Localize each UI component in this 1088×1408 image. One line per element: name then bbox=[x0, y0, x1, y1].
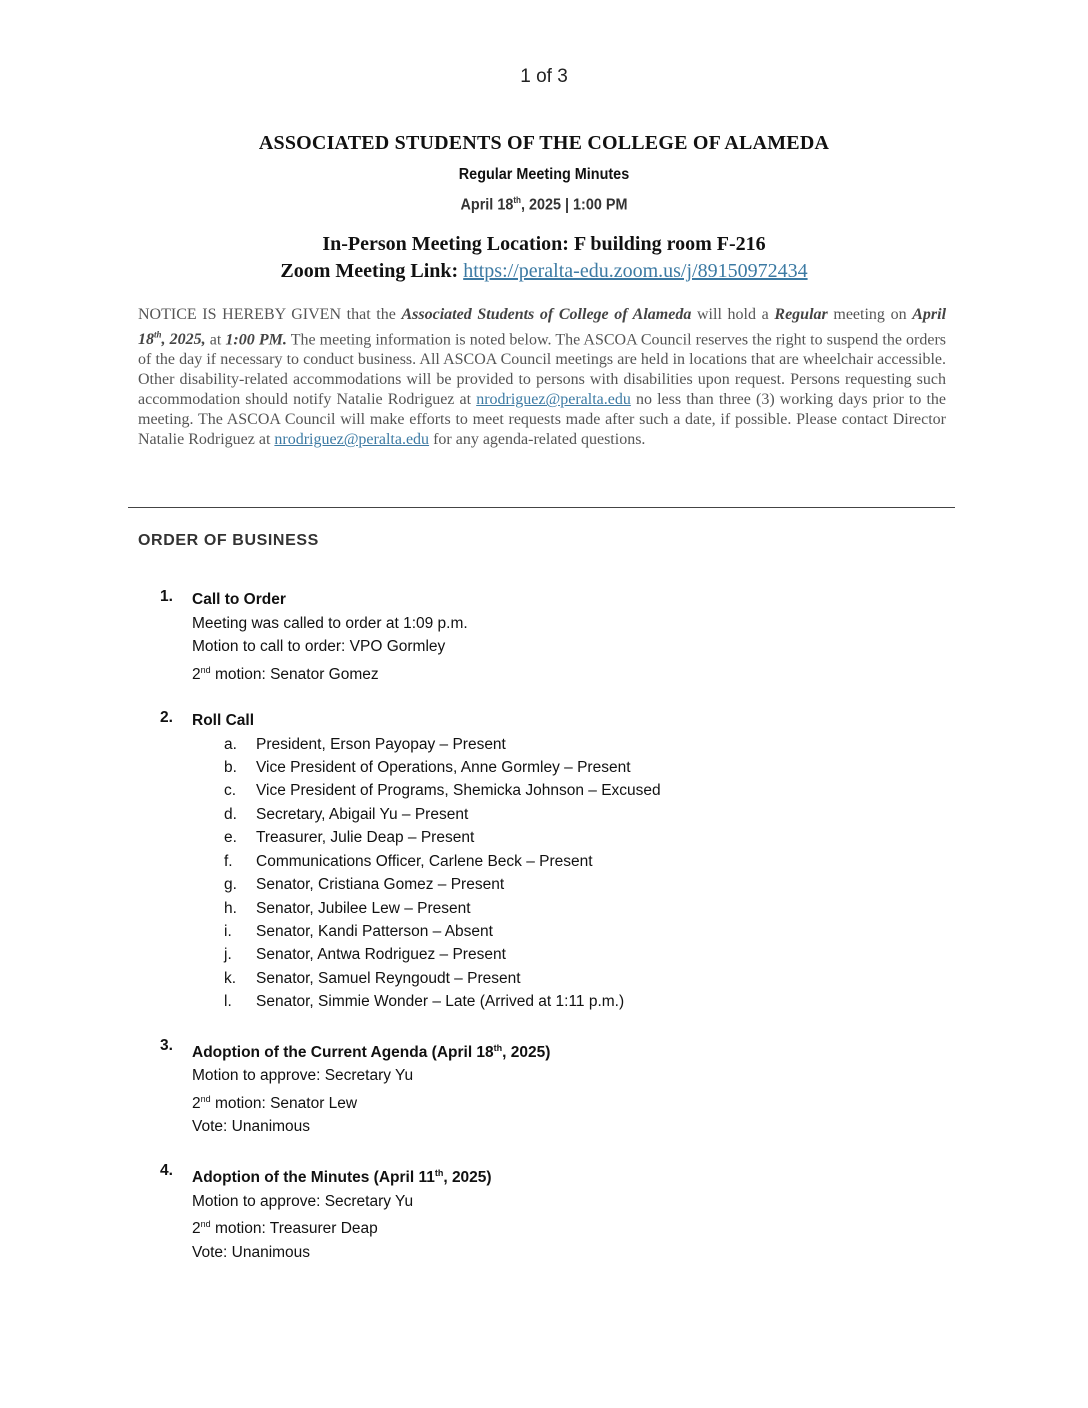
entry-text: Senator, Jubilee Lew – Present bbox=[256, 899, 471, 917]
zoom-link-row bbox=[0, 260, 1088, 283]
title-sup: th bbox=[493, 1042, 503, 1053]
roll-call-entry bbox=[0, 733, 1088, 756]
zoom-link[interactable]: https://peralta-edu.zoom.us/j/89150972434 bbox=[463, 260, 808, 282]
entry-text: Vice President of Programs, Shemicka Johnson – Excused bbox=[256, 782, 661, 800]
title-text: Adoption of the Current Agenda (April 18 bbox=[192, 1043, 494, 1061]
item-title: Call to Order bbox=[192, 591, 286, 608]
title-sup: th bbox=[434, 1167, 444, 1178]
entry-text: Vice President of Operations, Anne Gormley – Present bbox=[256, 759, 631, 777]
item-line: Vote: Unanimous bbox=[192, 1243, 311, 1261]
email-link[interactable]: nrodriguez@peralta.edu bbox=[476, 391, 631, 409]
entry-text: Secretary, Abigail Yu – Present bbox=[256, 805, 469, 823]
entry-text: Treasurer, Julie Deap – Present bbox=[256, 829, 475, 847]
entry-letter: c. bbox=[224, 782, 237, 800]
ordinal: 2 bbox=[192, 665, 201, 683]
entry-text: Senator, Simmie Wonder – Late (Arrived at 1:11 p.m.) bbox=[256, 993, 625, 1011]
ordinal-sup: nd bbox=[200, 664, 211, 675]
agenda-item-adoption-agenda bbox=[0, 1037, 1088, 1139]
meeting-date-post: , 2025 | 1:00 PM bbox=[520, 196, 628, 214]
item-line: Vote: Unanimous bbox=[192, 1118, 311, 1136]
entry-letter: k. bbox=[224, 969, 237, 987]
roll-call-entry bbox=[0, 756, 1088, 779]
zoom-link-label: Zoom Meeting Link: bbox=[280, 260, 459, 282]
title-text: , 2025) bbox=[443, 1169, 492, 1186]
entry-letter: j. bbox=[224, 946, 232, 964]
ordinal: 2 bbox=[192, 1094, 201, 1112]
roll-call-entry bbox=[0, 967, 1088, 990]
item-number: 1. bbox=[160, 588, 173, 605]
entry-letter: b. bbox=[224, 759, 237, 777]
meeting-date-pre: April 18 bbox=[460, 196, 514, 214]
notice-time: 1:00 PM. bbox=[225, 331, 287, 349]
page-indicator: 1 of 3 bbox=[520, 66, 568, 87]
entry-text: President, Erson Payopay – Present bbox=[256, 735, 506, 753]
roll-call-entry bbox=[0, 826, 1088, 849]
meeting-location: In-Person Meeting Location: F building room F-216 bbox=[322, 233, 766, 255]
entry-text: Senator, Cristiana Gomez – Present bbox=[256, 876, 505, 894]
roll-call-entry bbox=[0, 873, 1088, 896]
notice-paragraph bbox=[138, 305, 946, 450]
notice-text: will hold a bbox=[691, 306, 775, 323]
item-line: Motion to call to order: VPO Gormley bbox=[192, 638, 446, 655]
notice-date-post: , 2025, bbox=[161, 331, 206, 349]
title-text: Adoption of the Minutes (April 11 bbox=[192, 1169, 435, 1186]
notice-text: no less than three (3) working days prior to the meeting. The ASCOA Council will make efforts to meet requests made after such a date, if possible. Please contact Director Natalie Rodriguez at bbox=[138, 391, 947, 449]
entry-text: Senator, Antwa Rodriguez – Present bbox=[256, 946, 506, 964]
roll-call-entry bbox=[0, 990, 1088, 1013]
notice-org: Associated Students of College of Alameda bbox=[401, 306, 692, 323]
entry-text: Senator, Kandi Patterson – Absent bbox=[256, 922, 493, 940]
line-text: motion: Treasurer Deap bbox=[210, 1220, 378, 1238]
item-line: Meeting was called to order at 1:09 p.m. bbox=[192, 614, 468, 632]
line-text: motion: Senator Lew bbox=[210, 1094, 358, 1112]
notice-date-sup: th bbox=[154, 330, 162, 340]
line-text: motion: Senator Gomez bbox=[210, 665, 379, 683]
roll-call-entry bbox=[0, 897, 1088, 920]
notice-regular: Regular bbox=[774, 306, 828, 323]
notice-text: The meeting information is noted below. The ASCOA Council reserves the right to suspend the orders of the day if necessary to conduct business. All ASCOA Council meetings are held in locations that are wheelchair accessible. Other disability-related accommodations will be provided to persons with disabilities upon request. Persons requesting such accommodation should notify Natalie Rodriguez at bbox=[138, 331, 947, 409]
divider bbox=[128, 507, 955, 508]
item-number: 3. bbox=[160, 1036, 173, 1054]
order-of-business-list bbox=[0, 588, 1088, 1287]
item-number: 4. bbox=[160, 1161, 173, 1179]
entry-text: Communications Officer, Carlene Beck – Present bbox=[256, 852, 593, 870]
document-subtitle: Regular Meeting Minutes bbox=[458, 166, 630, 183]
notice-text: meeting on bbox=[827, 306, 913, 323]
notice-date: April 18 bbox=[138, 306, 947, 349]
roll-call-entry bbox=[0, 943, 1088, 966]
roll-call-entry bbox=[0, 779, 1088, 802]
entry-text: Senator, Samuel Reyngoudt – Present bbox=[256, 969, 521, 987]
item-title bbox=[192, 1037, 1088, 1065]
ordinal: 2 bbox=[192, 1220, 201, 1238]
item-line: Motion to approve: Secretary Yu bbox=[192, 1067, 414, 1085]
notice-text: NOTICE IS HEREBY GIVEN that the bbox=[138, 306, 402, 323]
item-line bbox=[192, 1213, 1088, 1241]
meeting-date-sup: th bbox=[513, 195, 521, 205]
document-title: ASSOCIATED STUDENTS OF THE COLLEGE OF ALAMEDA bbox=[258, 132, 830, 154]
title-text: , 2025) bbox=[502, 1043, 551, 1061]
entry-letter: a. bbox=[224, 735, 237, 753]
entry-letter: e. bbox=[224, 829, 237, 847]
email-link[interactable]: nrodriguez@peralta.edu bbox=[274, 431, 430, 449]
agenda-item-adoption-minutes bbox=[0, 1162, 1088, 1264]
entry-letter: f. bbox=[224, 852, 233, 870]
item-line bbox=[192, 659, 1088, 687]
item-title: Roll Call bbox=[192, 712, 255, 730]
notice-text: for any agenda-related questions. bbox=[429, 431, 646, 449]
section-heading: ORDER OF BUSINESS bbox=[138, 532, 319, 549]
agenda-item-call-to-order bbox=[0, 588, 1088, 686]
entry-letter: l. bbox=[224, 993, 232, 1011]
item-title bbox=[192, 1162, 1088, 1190]
ordinal-sup: nd bbox=[200, 1219, 211, 1229]
ordinal-sup: nd bbox=[200, 1093, 211, 1104]
roll-call-entry bbox=[0, 920, 1088, 943]
meeting-date bbox=[54, 195, 1033, 214]
entry-letter: d. bbox=[224, 805, 237, 823]
notice-text: at bbox=[205, 331, 226, 349]
roll-call-entry bbox=[0, 850, 1088, 873]
item-number: 2. bbox=[160, 709, 173, 727]
item-line: Motion to approve: Secretary Yu bbox=[192, 1192, 414, 1210]
agenda-item-roll-call bbox=[0, 709, 1088, 1013]
entry-letter: i. bbox=[224, 922, 232, 940]
item-line bbox=[192, 1088, 1088, 1116]
roll-call-list bbox=[0, 733, 1088, 1014]
roll-call-entry bbox=[0, 803, 1088, 826]
entry-letter: h. bbox=[224, 899, 237, 917]
entry-letter: g. bbox=[224, 876, 237, 894]
